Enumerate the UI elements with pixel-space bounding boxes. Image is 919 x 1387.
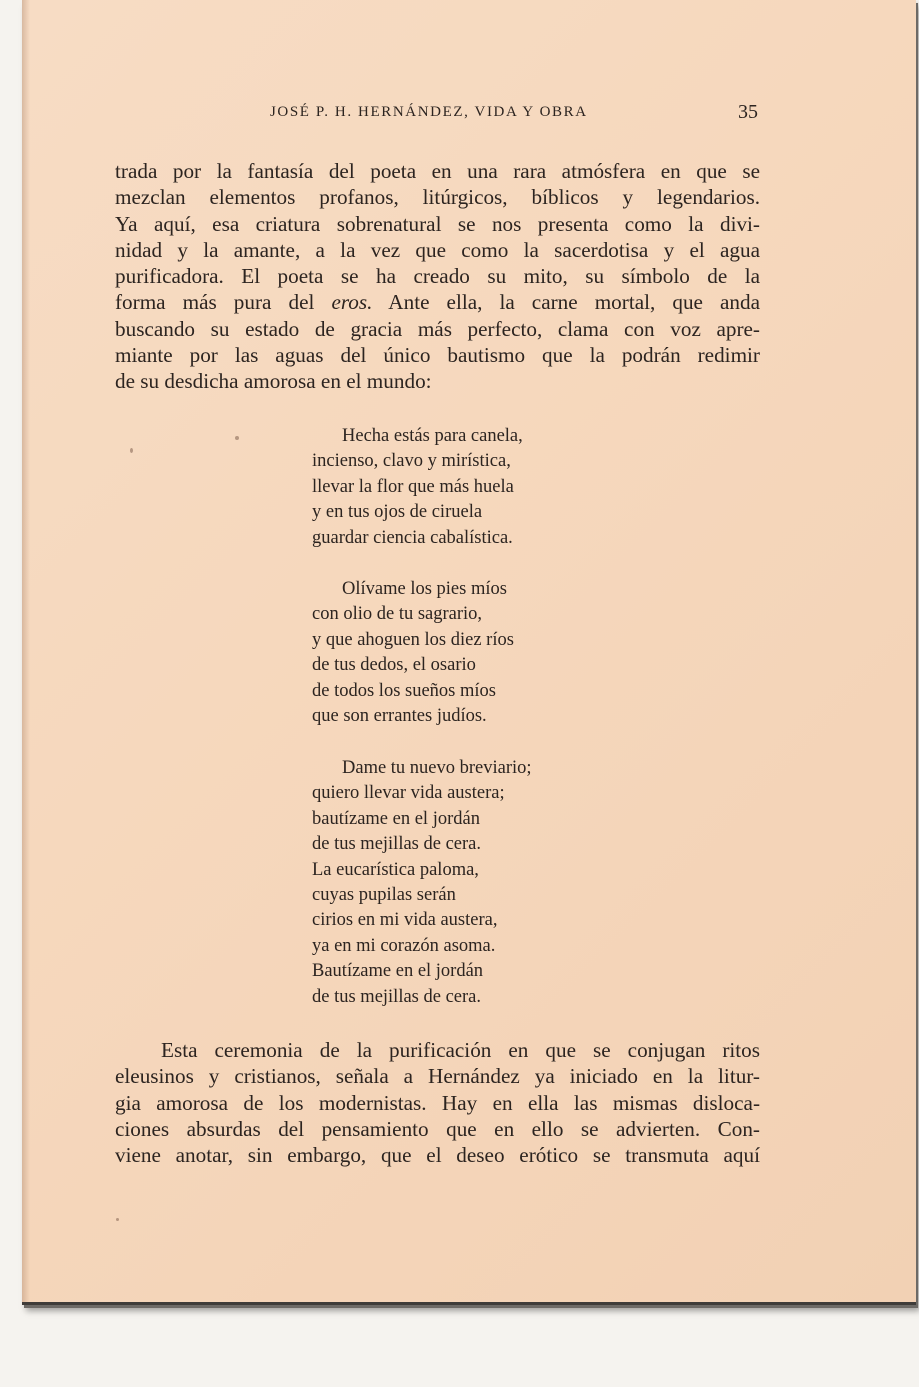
verse-line: incienso, clavo y mirística, xyxy=(312,451,511,472)
paper-speck xyxy=(235,436,239,440)
text-fragment: Ante ella, la carne mortal, que anda xyxy=(372,290,760,315)
verse-line: bautízame en el jordán xyxy=(312,808,480,829)
text-line: miante por las aguas del único bautismo que la podrán redimir xyxy=(115,343,760,368)
verse-line: quiero llevar vida austera; xyxy=(312,783,505,804)
italic-word-eros: eros. xyxy=(331,290,373,315)
text-line: purificadora. El poeta se ha creado su mito, su símbolo de la xyxy=(115,264,760,289)
text-line: Esta ceremonia de la purificación en que se conjugan ritos xyxy=(161,1038,760,1062)
paragraph-2 xyxy=(115,1037,760,1168)
verse-line: de tus mejillas de cera. xyxy=(312,986,482,1007)
paper-speck xyxy=(116,1218,119,1221)
text-line: mezclan elementos profanos, litúrgicos, bíblicos y legendarios. xyxy=(115,185,760,210)
verse-line: cuyas pupilas serán xyxy=(312,885,456,906)
paper-speck xyxy=(130,448,133,453)
poem-stanza-1 xyxy=(312,424,523,551)
verse-line: llevar la flor que más huela xyxy=(312,476,514,497)
text-line: ciones absurdas del pensamiento que en ello se advierten. Con- xyxy=(115,1116,760,1141)
text-line: Ya aquí, esa criatura sobrenatural se nos presenta como la divi- xyxy=(115,211,760,236)
poem-stanza-2 xyxy=(312,577,514,729)
verse-line: Dame tu nuevo breviario; xyxy=(342,758,532,778)
verse-line: y en tus ojos de ciruela xyxy=(312,502,483,523)
verse-line: Bautízame en el jordán xyxy=(312,961,484,982)
verse-line: guardar ciencia cabalística. xyxy=(312,527,513,548)
verse-line: y que ahoguen los diez ríos xyxy=(312,629,514,650)
text-line: de su desdicha amorosa en el mundo: xyxy=(115,369,432,394)
verse-line: que son errantes judíos. xyxy=(312,706,487,727)
page-number: 35 xyxy=(738,101,758,123)
text-line: trada por la fantasía del poeta en una rara atmósfera en que se xyxy=(115,159,760,183)
text-line: eleusinos y cristianos, señala a Hernández ya iniciado en la litur- xyxy=(115,1064,760,1089)
text-line: buscando su estado de gracia más perfecto, clama con voz apre- xyxy=(115,316,760,341)
verse-line: Hecha estás para canela, xyxy=(342,426,523,446)
poem-stanza-3 xyxy=(312,756,532,1010)
verse-line: La eucarística paloma, xyxy=(312,859,479,880)
verse-line: de todos los sueños míos xyxy=(312,680,496,701)
text-line: gia amorosa de los modernistas. Hay en ella las mismas disloca- xyxy=(115,1090,760,1115)
text-fragment: forma más pura del xyxy=(115,290,332,315)
text-line: nidad y la amante, a la vez que como la sacerdotisa y el agua xyxy=(115,237,760,262)
verse-line: cirios en mi vida austera, xyxy=(312,910,498,931)
verse-line: Olívame los pies míos xyxy=(342,579,507,599)
verse-line: de tus mejillas de cera. xyxy=(312,834,482,855)
running-head: JOSÉ P. H. HERNÁNDEZ, VIDA Y OBRA xyxy=(270,104,588,120)
text-line: viene anotar, sin embargo, que el deseo erótico se transmuta aquí xyxy=(115,1143,760,1168)
verse-line: con olio de tu sagrario, xyxy=(312,604,483,625)
verse-line: ya en mi corazón asoma. xyxy=(312,935,496,956)
verse-line: de tus dedos, el osario xyxy=(312,655,476,676)
book-page xyxy=(22,0,916,1305)
text-line-eros xyxy=(115,289,760,315)
paragraph-1 xyxy=(115,158,760,395)
